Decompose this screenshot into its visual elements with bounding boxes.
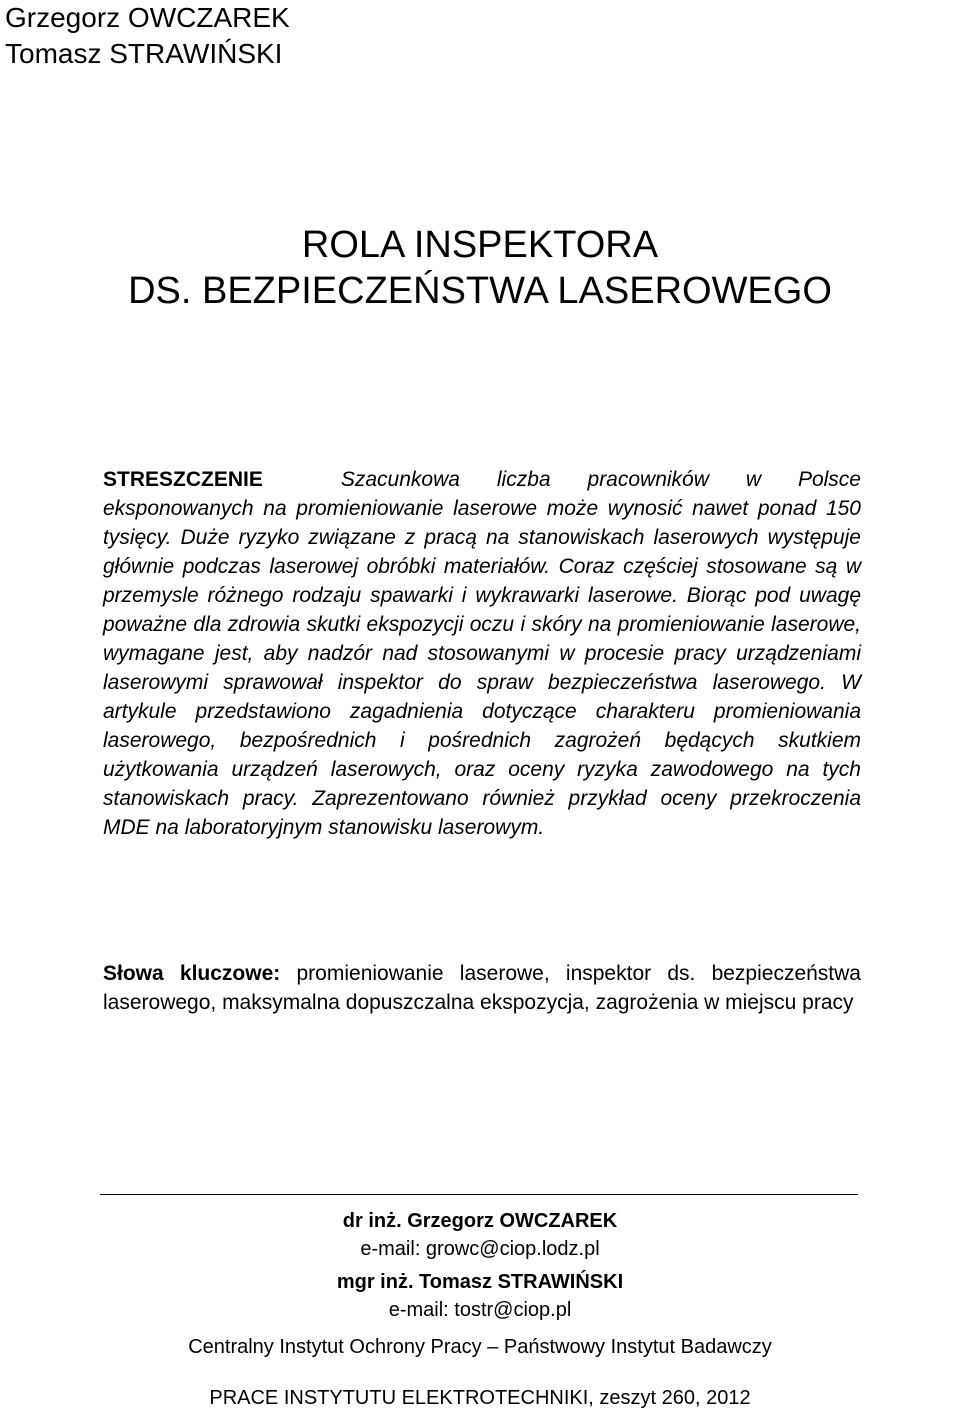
author1-affiliation-name: dr inż. Grzegorz OWCZAREK — [342, 1210, 618, 1232]
keywords-label: Słowa kluczowe: — [103, 962, 281, 985]
author2-email: e-mail: tostr@ciop.pl — [388, 1299, 572, 1321]
journal-info: PRACE INSTYTUTU ELEKTROTECHNIKI, zeszyt 260, 2012 — [209, 1387, 751, 1409]
paper-title — [0, 222, 960, 314]
abstract-text: Szacunkowa liczba pracowników w Polsce eksponowanych na promieniowanie laserowe może wynosić nawet ponad 150 tysięcy. Duże ryzyko związane z pracą na stanowiskach laserowych występuje głównie podczas laserowej obróbki materiałów. Coraz częściej stosowane są w przemysle różnego rodzaju spawarki i wykrawarki laserowe. Biorąc pod uwagę poważne dla zdrowia skutki ekspozycji oczu i skóry na promieniowanie laserowe, wymagane jest, aby nadzór nad stosowanymi w procesie pracy urządzeniami laserowymi sprawował inspektor do spraw bezpieczeństwa laserowego. W artykule przedstawiono zagadnienia dotyczące charakteru promieniowania laserowego, bezpośrednich i pośrednich zagrożeń będących skutkiem użytkowania urządzeń laserowych, oraz oceny ryzyka zawodowego na tych stanowiskach pracy. Zaprezentowano również przykład oceny przekroczenia MDE na laboratoryjnym stanowisku laserowym. — [103, 468, 861, 839]
author-list — [5, 0, 290, 72]
author-name: Grzegorz OWCZAREK — [5, 2, 290, 33]
author2-affiliation-name: mgr inż. Tomasz STRAWIŃSKI — [336, 1271, 624, 1293]
footer-divider — [100, 1194, 858, 1195]
author-name: Tomasz STRAWIŃSKI — [5, 38, 283, 69]
abstract — [103, 465, 861, 842]
title-line: ROLA INSPEKTORA — [301, 224, 659, 266]
author1-email: e-mail: growc@ciop.lodz.pl — [360, 1238, 600, 1260]
title-line: DS. BEZPIECZEŃSTWA LASEROWEGO — [128, 270, 832, 312]
abstract-label: STRESZCZENIE — [103, 468, 263, 491]
institute-name: Centralny Instytut Ochrony Pracy – Państwowy Instytut Badawczy — [188, 1336, 772, 1358]
keywords — [103, 959, 861, 1017]
keywords-text: promieniowanie laserowe, inspektor ds. bezpieczeństwa laserowego, maksymalna dopuszczalna ekspozycja, zagrożenia w miejscu pracy — [103, 962, 861, 1014]
